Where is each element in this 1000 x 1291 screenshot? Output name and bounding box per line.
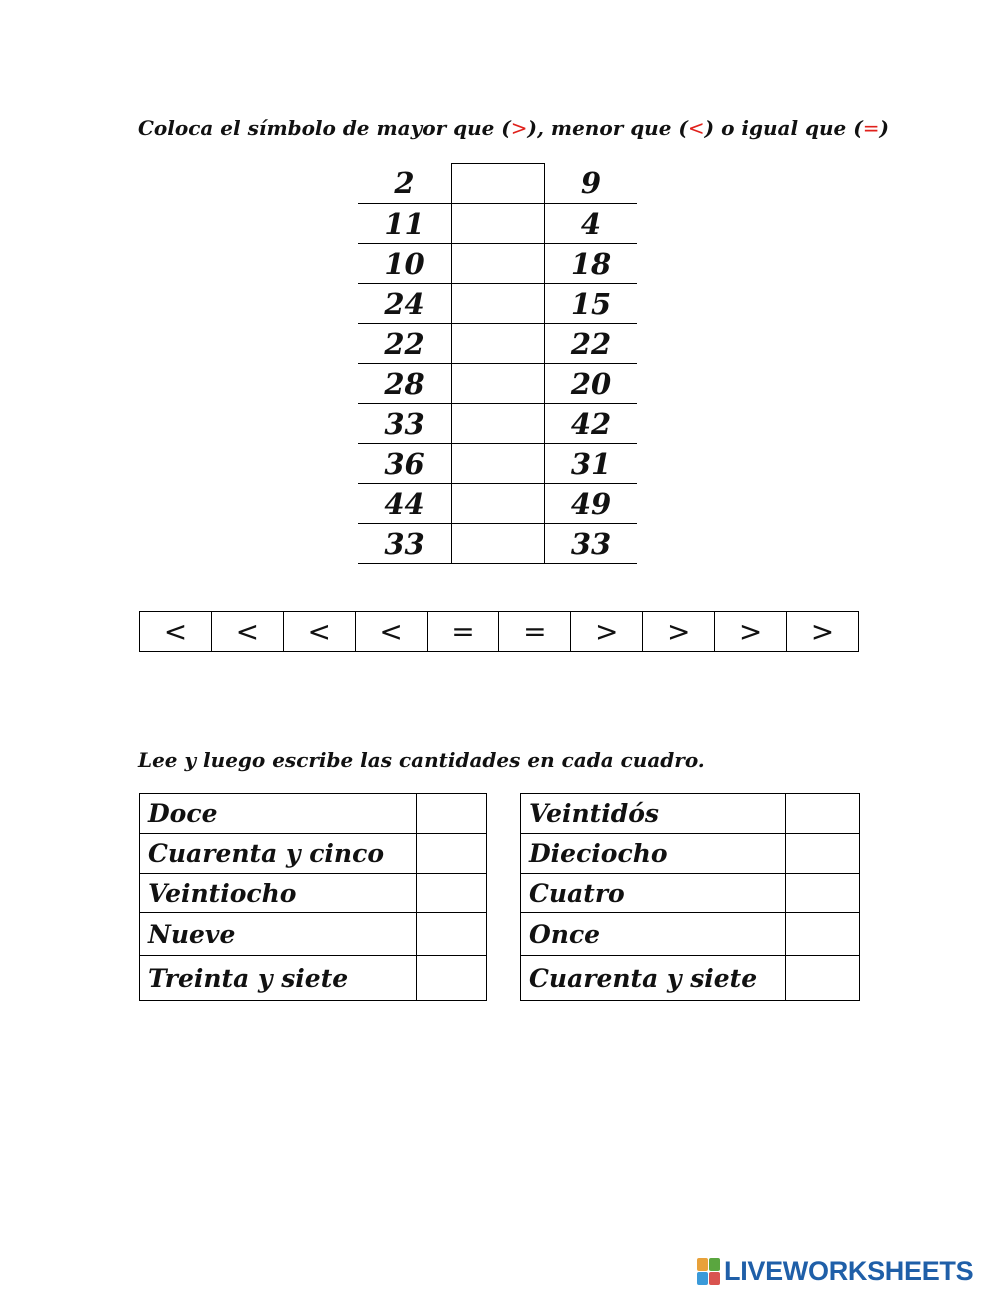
answer-drop-box[interactable]	[452, 364, 545, 404]
right-number: 31	[545, 444, 638, 484]
number-word: Treinta y siete	[140, 956, 417, 1001]
left-number: 10	[358, 244, 452, 284]
answer-drop-box[interactable]	[452, 244, 545, 284]
words-table-right	[520, 793, 860, 1001]
number-answer-box[interactable]	[417, 794, 487, 834]
comparison-row	[358, 444, 637, 484]
draggable-symbol[interactable]: >	[787, 612, 859, 652]
number-answer-box[interactable]	[417, 874, 487, 913]
answer-drop-box[interactable]	[452, 404, 545, 444]
instruction-text: )	[879, 116, 889, 140]
instruction-comparison	[138, 116, 889, 140]
left-number: 11	[358, 204, 452, 244]
number-answer-box[interactable]	[417, 834, 487, 874]
left-number: 24	[358, 284, 452, 324]
comparison-row	[358, 364, 637, 404]
answer-drop-box[interactable]	[452, 444, 545, 484]
word-row	[140, 913, 487, 956]
right-number: 4	[545, 204, 638, 244]
comparison-row	[358, 324, 637, 364]
equal-symbol: =	[862, 116, 880, 140]
instruction-text: ), menor que (	[527, 116, 688, 140]
logo-blocks-icon	[697, 1258, 720, 1285]
left-number: 44	[358, 484, 452, 524]
number-word: Nueve	[140, 913, 417, 956]
left-number: 2	[358, 164, 452, 204]
number-answer-box[interactable]	[786, 874, 860, 913]
left-number: 28	[358, 364, 452, 404]
number-word: Cuatro	[521, 874, 786, 913]
word-row	[521, 794, 860, 834]
draggable-symbol[interactable]: =	[499, 612, 571, 652]
word-row	[140, 874, 487, 913]
word-row	[521, 956, 860, 1001]
left-number: 22	[358, 324, 452, 364]
number-answer-box[interactable]	[417, 956, 487, 1001]
right-number: 33	[545, 524, 638, 564]
comparison-row	[358, 404, 637, 444]
right-number: 20	[545, 364, 638, 404]
answer-drop-box[interactable]	[452, 164, 545, 204]
number-answer-box[interactable]	[417, 913, 487, 956]
answer-drop-box[interactable]	[452, 484, 545, 524]
word-row	[521, 834, 860, 874]
right-number: 15	[545, 284, 638, 324]
symbol-bank	[139, 611, 859, 652]
left-number: 33	[358, 524, 452, 564]
draggable-symbol[interactable]: <	[283, 612, 355, 652]
right-number: 9	[545, 164, 638, 204]
left-number: 33	[358, 404, 452, 444]
number-word: Once	[521, 913, 786, 956]
number-word: Veintidós	[521, 794, 786, 834]
instruction-text: ) o igual que (	[704, 116, 863, 140]
comparison-row	[358, 204, 637, 244]
number-answer-box[interactable]	[786, 956, 860, 1001]
logo-text: LIVEWORKSHEETS	[724, 1255, 974, 1286]
greater-than-symbol: >	[510, 116, 528, 140]
word-row	[140, 956, 487, 1001]
comparison-row	[358, 284, 637, 324]
answer-drop-box[interactable]	[452, 524, 545, 564]
draggable-symbol[interactable]: <	[211, 612, 283, 652]
right-number: 22	[545, 324, 638, 364]
word-row	[521, 913, 860, 956]
number-word: Veintiocho	[140, 874, 417, 913]
words-table-left	[139, 793, 487, 1001]
draggable-symbol[interactable]: =	[427, 612, 499, 652]
number-word: Doce	[140, 794, 417, 834]
comparison-row	[358, 524, 637, 564]
right-number: 42	[545, 404, 638, 444]
number-word: Cuarenta y siete	[521, 956, 786, 1001]
draggable-symbol[interactable]: <	[140, 612, 212, 652]
less-than-symbol: <	[687, 116, 705, 140]
comparison-row	[358, 484, 637, 524]
instruction-write-numbers: Lee y luego escribe las cantidades en cada cuadro.	[138, 748, 705, 772]
answer-drop-box[interactable]	[452, 324, 545, 364]
word-row	[140, 834, 487, 874]
comparison-table	[358, 163, 637, 564]
word-row	[140, 794, 487, 834]
number-answer-box[interactable]	[786, 794, 860, 834]
number-answer-box[interactable]	[786, 913, 860, 956]
draggable-symbol[interactable]: >	[643, 612, 715, 652]
number-answer-box[interactable]	[786, 834, 860, 874]
left-number: 36	[358, 444, 452, 484]
answer-drop-box[interactable]	[452, 284, 545, 324]
draggable-symbol[interactable]: >	[715, 612, 787, 652]
instruction-text: Coloca el símbolo de mayor que (	[138, 116, 511, 140]
answer-drop-box[interactable]	[452, 204, 545, 244]
draggable-symbol[interactable]: <	[355, 612, 427, 652]
comparison-row	[358, 244, 637, 284]
comparison-row	[358, 164, 637, 204]
right-number: 49	[545, 484, 638, 524]
draggable-symbol[interactable]: >	[571, 612, 643, 652]
right-number: 18	[545, 244, 638, 284]
number-word: Cuarenta y cinco	[140, 834, 417, 874]
liveworksheets-logo	[697, 1256, 973, 1286]
number-word: Dieciocho	[521, 834, 786, 874]
word-row	[521, 874, 860, 913]
